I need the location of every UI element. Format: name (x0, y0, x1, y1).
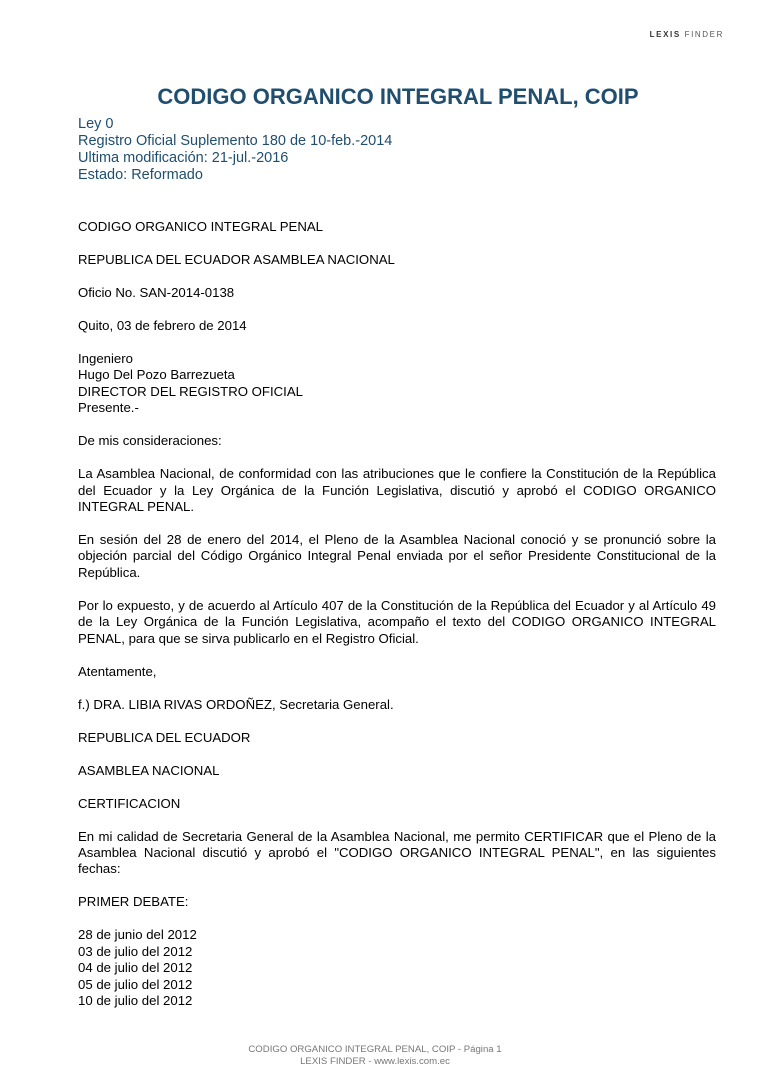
closing: Atentamente, (78, 663, 157, 679)
footer-page-label: CODIGO ORGANICO INTEGRAL PENAL, COIP - Página 1 (248, 1044, 502, 1055)
oficio-number: Oficio No. SAN-2014-0138 (78, 285, 235, 300)
heading-assembly: ASAMBLEA NACIONAL (78, 762, 220, 778)
greeting: De mis consideraciones: (78, 433, 222, 449)
meta-status: Estado: Reformado (78, 167, 203, 183)
recipient-title: Ingeniero (78, 351, 133, 366)
debate-date: 05 de julio del 2012 (78, 976, 193, 992)
paragraph-approval: La Asamblea Nacional, de conformidad con las atribuciones que le confiere la Constitución de la República del Ecuador y la Ley Orgánica de la Función Legislativa, discutió y aprobó el CODIGO ORGANICO INTEGRAL PENAL. (78, 466, 716, 515)
paragraph-certification: En mi calidad de Secretaria General de la Asamblea Nacional, me permito CERTIFICAR que el Pleno de la Asamblea Nacional discutió y aprobó el "CODIGO ORGANICO INTEGRAL PENAL", en las siguientes fechas: (78, 828, 716, 877)
debate-date: 10 de julio del 2012 (78, 993, 193, 1009)
debate-date: 04 de julio del 2012 (78, 960, 193, 976)
page-footer (0, 1044, 750, 1068)
recipient-name: Hugo Del Pozo Barrezueta (78, 367, 235, 383)
paragraph-publication: Por lo expuesto, y de acuerdo al Artículo 407 de la Constitución de la República del Ecuador y al Artículo 49 de la Ley Orgánica de la Función Legislativa, acompaño el texto del CODIGO ORGANICO INTEGRAL PENAL, para que se sirva publicarlo en el Registro Oficial. (78, 597, 716, 646)
heading-republic-assembly: REPUBLICA DEL ECUADOR ASAMBLEA NACIONAL (78, 252, 395, 267)
recipient-presente: Presente.- (78, 400, 139, 416)
first-debate-heading: PRIMER DEBATE: (78, 894, 189, 910)
recipient-position: DIRECTOR DEL REGISTRO OFICIAL (78, 383, 303, 399)
meta-registry: Registro Oficial Suplemento 180 de 10-feb.-2014 (78, 133, 393, 149)
debate-dates-list (78, 927, 716, 1009)
meta-last-modified: Ultima modificación: 21-jul.-2016 (78, 150, 289, 166)
meta-law: Ley 0 (78, 116, 114, 132)
footer-site: LEXIS FINDER - www.lexis.com.ec (300, 1056, 450, 1067)
logo-bold-text: LEXIS (649, 30, 681, 39)
heading-certification: CERTIFICACION (78, 795, 181, 811)
document-metadata (78, 116, 392, 184)
debate-date: 28 de junio del 2012 (78, 927, 197, 943)
logo-light-text: FINDER (684, 30, 724, 39)
heading-code: CODIGO ORGANICO INTEGRAL PENAL (78, 219, 323, 234)
paragraph-session: En sesión del 28 de enero del 2014, el Pleno de la Asamblea Nacional conoció y se pronunció sobre la objeción parcial del Código Orgánico Integral Penal enviada por el señor Presidente Constitucional de la República. (78, 532, 716, 580)
heading-republic: REPUBLICA DEL ECUADOR (78, 729, 251, 745)
signature: f.) DRA. LIBIA RIVAS ORDOÑEZ, Secretaria General. (78, 696, 394, 712)
recipient-block (78, 351, 716, 417)
lexis-finder-logo (650, 30, 724, 39)
debate-date: 03 de julio del 2012 (78, 943, 193, 959)
document-body (78, 219, 716, 1026)
place-date: Quito, 03 de febrero de 2014 (78, 318, 247, 333)
document-title: CODIGO ORGANICO INTEGRAL PENAL, COIP (157, 84, 639, 109)
